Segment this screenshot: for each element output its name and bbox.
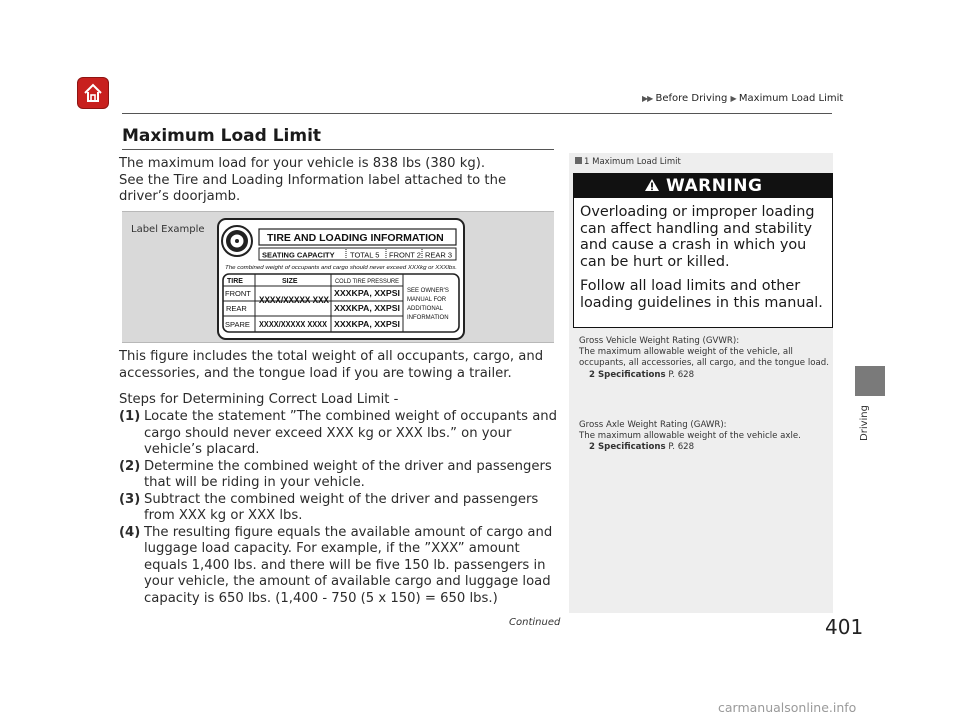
step-text: Determine the combined weight of the driver and passengers that will be riding in your vehicle. (144, 458, 552, 490)
xref-icon: 2 (589, 442, 595, 453)
label-pressure-rear: XXXKPA, XXPSI (334, 304, 400, 313)
step-number: (1) (119, 409, 141, 424)
watermark: carmanualsonline.info (718, 700, 857, 715)
tire-icon (222, 226, 252, 256)
label-col-pressure: COLD TIRE PRESSURE (335, 278, 399, 285)
gvwr-title: Gross Vehicle Weight Rating (GVWR): (579, 336, 740, 346)
page-number: 401 (825, 615, 864, 639)
label-see-owners-2: MANUAL FOR (407, 297, 447, 303)
breadcrumb (642, 93, 843, 104)
xref-label[interactable]: Specifications (597, 442, 666, 453)
note-icon (575, 157, 582, 164)
label-row-rear: REAR (226, 304, 247, 313)
steps-heading: Steps for Determining Correct Load Limit - (119, 392, 399, 407)
chapter-tab[interactable] (855, 366, 885, 396)
warning-body (580, 204, 828, 311)
label-row-spare: SPARE (225, 320, 250, 329)
warning-title: WARNING (665, 176, 763, 196)
warning-header (574, 174, 832, 198)
breadcrumb-before-driving[interactable]: Before Driving (655, 93, 728, 104)
figure-note: This figure includes the total weight of all occupants, cargo, and accessories, and the tongue load if you are towing a trailer. (119, 349, 544, 381)
step-number: (2) (119, 458, 141, 474)
figure-caption: Label Example (131, 224, 205, 235)
intro-line: The maximum load for your vehicle is 838 lbs (380 kg). (119, 156, 486, 171)
label-total: TOTAL 5 (350, 250, 380, 260)
note-title-text: Maximum Load Limit (592, 157, 681, 167)
step-text: Locate the statement ”The combined weight of occupants and cargo should never exceed XXX kg or XXX lbs.” on your vehicle’s placard. (144, 409, 558, 457)
gvwr-text: The maximum allowable weight of the vehicle, all occupants, all accessories, all cargo, and the tongue load. (579, 347, 829, 369)
intro-text (119, 156, 559, 206)
label-see-owners-1: SEE OWNER'S (407, 288, 449, 294)
label-size-main: XXXX/XXXXX XXX (259, 295, 329, 305)
xref-icon: 2 (589, 369, 595, 380)
step-item (119, 525, 559, 608)
warning-box (573, 173, 833, 328)
gvwr-note (579, 336, 829, 381)
step-text: The resulting figure equals the available amount of cargo and luggage load capacity. For example, if the ”XXX” amount equals 1,400 lbs. and there will be five 150 lb. passengers in your vehicle, the amount of available cargo and luggage load capacity is 650 lbs. (1,400 - 750 (5 x 150) = 650 lbs.) (144, 524, 553, 606)
home-icon (82, 82, 104, 104)
step-item (119, 459, 559, 492)
label-seating: SEATING CAPACITY (262, 250, 335, 260)
step-number: (4) (119, 524, 141, 540)
label-see-owners-4: INFORMATION (407, 315, 449, 321)
xref-page: P. 628 (668, 442, 695, 453)
steps-list (119, 409, 559, 607)
label-row-front: FRONT (225, 289, 251, 298)
step-item (119, 492, 559, 525)
tire-loading-label (217, 218, 465, 340)
label-title: TIRE AND LOADING INFORMATION (267, 232, 444, 244)
label-col-size: SIZE (282, 278, 298, 285)
label-pressure-front: XXXKPA, XXPSI (334, 289, 400, 298)
title-divider (122, 149, 554, 150)
chapter-tab-label: Driving (859, 405, 870, 441)
breadcrumb-current: Maximum Load Limit (738, 93, 844, 104)
label-combined-statement: The combined weight of occupants and cargo should never exceed XXXkg or XXXlbs. (225, 265, 457, 271)
page-title: Maximum Load Limit (122, 126, 322, 146)
gawr-title: Gross Axle Weight Rating (GAWR): (579, 420, 727, 430)
step-text: Subtract the combined weight of the driver and passengers from XXX kg or XXX lbs. (144, 491, 539, 523)
gawr-note (579, 420, 829, 454)
warning-triangle-icon (644, 178, 660, 192)
step-item (119, 409, 559, 459)
label-size-spare: XXXX/XXXXX XXXX (259, 320, 328, 329)
chevron-right-icon: ▶▶ (642, 94, 653, 103)
label-col-tire: TIRE (227, 278, 243, 285)
gawr-text: The maximum allowable weight of the vehicle axle. (579, 431, 801, 442)
label-pressure-spare: XXXKPA, XXPSI (334, 320, 400, 329)
label-rear: REAR 3 (425, 250, 453, 260)
sidebar-note-title (575, 157, 681, 167)
intro-line-2: See the Tire and Loading Information label attached to the driver’s doorjamb. (119, 172, 507, 204)
warning-paragraph-1: Overloading or improper loading can affect handling and stability and cause a crash in which you can be hurt or killed. (580, 204, 815, 270)
note-number: 1 (584, 157, 590, 167)
label-front: FRONT 2 (389, 250, 421, 260)
gvwr-xref[interactable] (579, 370, 829, 381)
chevron-right-icon: ▶ (730, 94, 736, 103)
label-see-owners-3: ADDITIONAL (407, 306, 444, 312)
home-button[interactable] (78, 78, 108, 108)
header-divider (122, 113, 832, 114)
gawr-xref[interactable] (579, 442, 829, 453)
continued-label: Continued (509, 617, 561, 628)
step-number: (3) (119, 491, 141, 507)
warning-paragraph-2: Follow all load limits and other loading guidelines in this manual. (580, 278, 823, 311)
tire-label-graphic (219, 220, 463, 338)
xref-page: P. 628 (668, 369, 695, 380)
label-figure (122, 211, 554, 343)
xref-label[interactable]: Specifications (597, 369, 666, 380)
